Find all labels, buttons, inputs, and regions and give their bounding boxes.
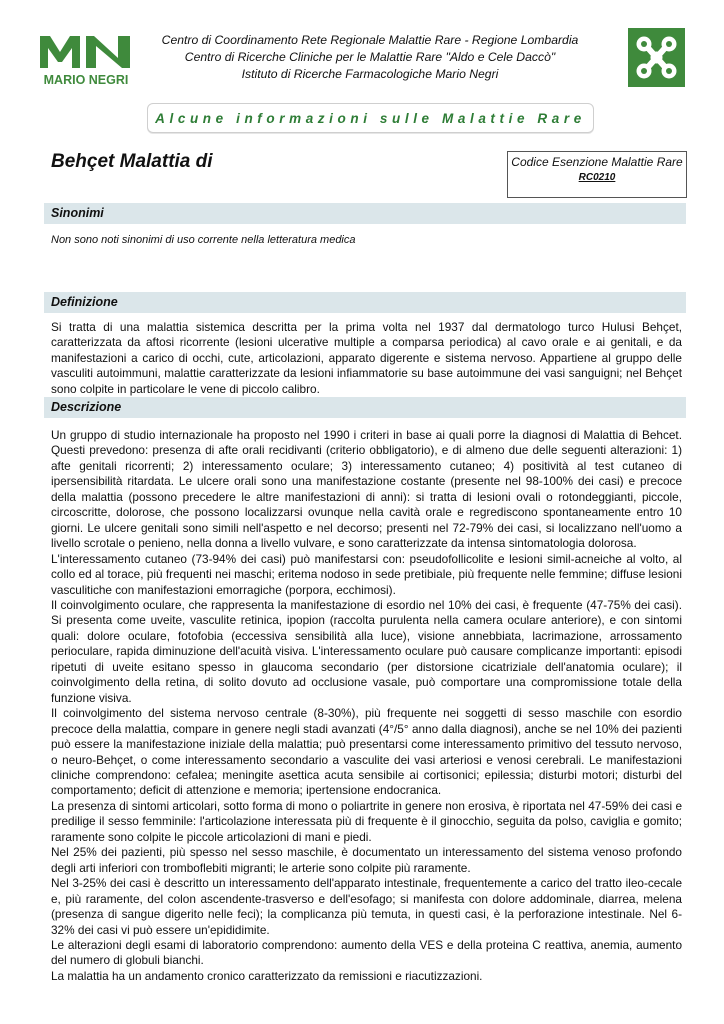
disease-title: Behçet Malattia di: [51, 151, 213, 172]
rosa-camuna-icon: [628, 28, 685, 87]
descrizione-paragraph-8: Le alterazioni degli esami di laboratorio comprendono: aumento della VES e della proteina C reattiva, anemia, aumento del numero di globuli bianchi.: [51, 937, 682, 968]
section-title-descrizione: Descrizione: [51, 400, 122, 414]
descrizione-paragraph-1: Un gruppo di studio internazionale ha proposto nel 1990 i criteri in base ai quali porre la diagnosi di Malattia di Behcet. Questi prevedono: presenza di afte orali recidivanti (criterio obbligatorio), e di almeno due delle seguenti alterazioni: 1) afte genitali ricorrenti; 2) interessamento oculare; 3) interessamento cutaneo; 4) positività al test cutaneo di ipersensibilità ritardata. Le ulcere orali sono una manifestazione costante (presente nel 98-100% dei casi) e precoce della malattia (possono precedere le altre manifestazioni di anni): si tratta di lesioni ovali o rotondeggianti, piccole, circoscritte, dolorose, che possono localizzarsi ovunque nella cavità orale e regrediscono spontaneamente entro 10 giorni. Le ulcere genitali sono simili nell'aspetto e nel decorso; presenti nel 72-79% dei casi, si localizzano nell'uomo a livello scrotale o penieno, nella donna a livello vulvare, e sono caratterizzate da intensa sintomatologia dolorosa.: [51, 428, 682, 551]
section-title-sinonimi: Sinonimi: [51, 206, 104, 220]
banner-text: Alcune informazioni sulle Malattie Rare: [155, 111, 586, 126]
descrizione-paragraph-6: Nel 25% dei pazienti, più spesso nel sesso maschile, è documentato un interessamento del sistema venoso profondo degli arti inferiori con tromboflebiti migranti; le arterie sono colpite più raramente.: [51, 845, 682, 875]
descrizione-paragraph-4: Il coinvolgimento del sistema nervoso centrale (8-30%), più frequente nei soggetti di sesso maschile con esordio precoce della malattia, compare in genere negli stadi avanzati (4°/5° anno dalla diagnosi), anche se nel 10% dei pazienti può essere la manifestazione iniziale della malattia; può presentarsi come interessamento primitivo del tessuto nervoso, o neuro-Behçet, o come interessamento secondario a vasculite dei vasi arteriosi e venosi cerebrali. Le manifestazioni cliniche comprendono: cefalea; meningite asettica acuta sensibile ai cortisonici; epilessia; disturbi motori; disturbi del comportamento; deficit di attenzione e memoria; ipertensione endocranica.: [51, 706, 682, 798]
descrizione-paragraph-5: La presenza di sintomi articolari, sotto forma di mono o poliartrite in genere non erosiva, è riportata nel 47-59% dei casi e predilige il sesso femminile: l'articolazione interessata più di frequente è il ginocchio, seguita da polso, caviglia e gomito; raramente sono colpite le piccole articolazioni di mani e piedi.: [51, 798, 682, 844]
descrizione-paragraph-7: Nel 3-25% dei casi è descritto un interessamento dell'apparato intestinale, frequentemente a carico del tratto ileo-cecale e, più raramente, del colon ascendente-trasverso e dell'esofago; si manifesta con dolore addominale, diarrea, melena (presenza di sangue digerito nelle feci); la complicanza più temuta, in questi casi, è la perforazione intestinale. Nel 6-32% dei casi vi può essere un'epididimite.: [51, 876, 682, 937]
info-banner: [147, 103, 594, 133]
institution-line-2: Centro di Ricerche Cliniche per le Malattie Rare "Aldo e Cele Daccò": [184, 50, 556, 64]
page-header: [0, 0, 724, 100]
mario-negri-logo: [38, 30, 134, 88]
institution-line-1: Centro di Coordinamento Rete Regionale Malattie Rare - Regione Lombardia: [161, 33, 579, 47]
logo-wordmark: MARIO NEGRI: [43, 73, 129, 87]
descrizione-paragraph-9: La malattia ha un andamento cronico caratterizzato da remissioni e riacutizzazioni.: [51, 968, 483, 983]
descrizione-paragraph-3: Il coinvolgimento oculare, che rappresenta la manifestazione di esordio nel 10% dei casi, è frequente (47-75% dei casi). Si presenta come uveite, vasculite retinica, ipopion (raccolta purulenta nella camera oculare anteriore), e con sintomi quali: dolore oculare, fotofobia (eccessiva sensibilità alla luce), visione annebbiata, lacrimazione, arrossamento perioculare, rapida diminuzione dell'acuità visiva. L'interessamento oculare può causare complicanze importanti: episodi ripetuti di uveite esitano spesso in glaucoma secondario (per distorsione cicatriziale dell'anatomia oculare); il coinvolgimento della retina, di solito dovuto ad occlusione vasale, può comportare una compromissione totale della funzione visiva.: [51, 597, 682, 705]
descrizione-text: [51, 428, 682, 984]
sinonimi-text: Non sono noti sinonimi di uso corrente nella letteratura medica: [51, 234, 356, 246]
regione-lombardia-logo: [628, 28, 685, 87]
exemption-code-label: Codice Esenzione Malattie Rare: [511, 155, 683, 169]
exemption-code-box: [507, 151, 687, 198]
section-header-definizione: [44, 292, 686, 313]
section-header-sinonimi: [44, 203, 686, 224]
section-header-descrizione: [44, 397, 686, 418]
definizione-text: [51, 320, 682, 397]
definizione-paragraph: Si tratta di una malattia sistemica descritta per la prima volta nel 1937 dal dermatologo turco Hulusi Behçet, caratterizzata da aftosi ricorrente (lesioni ulcerative multiple a comparsa periodica) al cavo orale e ai genitali, e da manifestazioni a carico di occhi, cute, articolazioni, apparato digerente e sistema nervoso. Appartiene al gruppo delle vasculiti autoimmuni, malattie caratterizzate da lesioni infiammatorie su base autoimmune dei vasi sanguigni; nel Behçet sono colpite in particolare le vene di piccolo calibro.: [51, 320, 682, 396]
section-title-definizione: Definizione: [51, 295, 118, 309]
institution-line-3: Istituto di Ricerche Farmacologiche Mario Negri: [241, 67, 499, 81]
institution-block: [150, 32, 590, 83]
descrizione-paragraph-2: L'interessamento cutaneo (73-94% dei casi) può manifestarsi con: pseudofollicolite e lesioni simil-acneiche al volto, al collo ed al torace, più frequenti nei maschi; eritema nodoso in sede pretibiale, più frequente nelle femmine; diffuse lesioni vasculitiche con manifestazioni emorragiche (porpora, ecchimosi).: [51, 551, 682, 597]
exemption-code-value: RC0210: [578, 172, 616, 183]
